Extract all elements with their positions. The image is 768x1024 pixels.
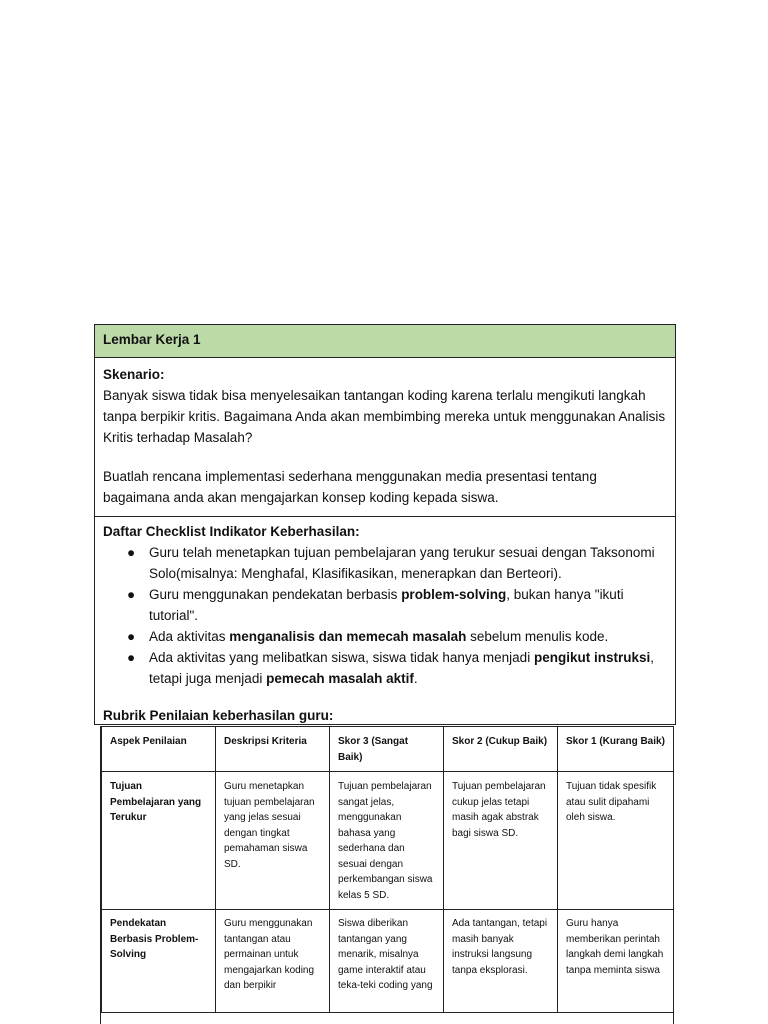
checklist-item-text: Ada aktivitas yang melibatkan siswa, siswa tidak hanya menjadi xyxy=(149,650,534,665)
scenario-section xyxy=(95,358,675,517)
aspect-cell: Pendekatan Berbasis Problem-Solving xyxy=(102,910,216,1013)
score1-cell: Guru hanya memberikan perintah langkah demi langkah tanpa meminta siswa xyxy=(558,910,674,1013)
list-item xyxy=(103,542,667,584)
score2-cell: Tujuan pembelajaran cukup jelas tetapi masih agak abstrak bagi siswa SD. xyxy=(444,772,558,910)
worksheet-title: Lembar Kerja 1 xyxy=(95,325,675,358)
score1-cell: Tujuan tidak spesifik atau sulit dipahami oleh siswa. xyxy=(558,772,674,910)
list-item xyxy=(103,584,667,626)
column-header: Skor 3 (Sangat Baik) xyxy=(330,727,444,772)
aspect-cell: Tujuan Pembelajaran yang Terukur xyxy=(102,772,216,910)
score3-cell: Tujuan pembelajaran sangat jelas, menggunakan bahasa yang sederhana dan sesuai dengan perkembangan siswa kelas 5 SD. xyxy=(330,772,444,910)
rubric-table-container xyxy=(100,726,674,1024)
score3-cell: Siswa diberikan tantangan yang menarik, misalnya game interaktif atau teka-teki coding yang xyxy=(330,910,444,1013)
column-header: Aspek Penilaian xyxy=(102,727,216,772)
table-row xyxy=(102,772,674,910)
checklist-item-text: . xyxy=(413,671,418,686)
task-text: Buatlah rencana implementasi sederhana menggunakan media presentasi tentang bagaimana anda akan mengajarkan konsep koding kepada siswa. xyxy=(103,469,597,505)
score2-cell: Ada tantangan, tetapi masih banyak instruksi langsung tanpa eksplorasi. xyxy=(444,910,558,1013)
column-header: Skor 1 (Kurang Baik) xyxy=(558,727,674,772)
table-row xyxy=(102,910,674,1013)
checklist-item-text: sebelum menulis kode. xyxy=(466,629,609,644)
bullet-icon: ● xyxy=(127,545,136,560)
checklist-list xyxy=(103,542,667,689)
column-header: Skor 2 (Cukup Baik) xyxy=(444,727,558,772)
checklist-item-emphasis: menganalisis dan memecah masalah xyxy=(229,629,467,644)
checklist-section xyxy=(95,517,675,724)
checklist-item-emphasis: pemecah masalah aktif xyxy=(266,671,414,686)
bullet-icon: ● xyxy=(127,650,136,665)
checklist-item-text: Ada aktivitas xyxy=(149,629,230,644)
checklist-label: Daftar Checklist Indikator Keberhasilan: xyxy=(103,524,360,539)
scenario-label: Skenario: xyxy=(103,367,165,382)
checklist-item-text: Guru menggunakan pendekatan berbasis xyxy=(149,587,402,602)
list-item xyxy=(103,626,667,647)
list-item xyxy=(103,647,667,689)
checklist-item-text: , tetapi juga menjadi xyxy=(149,650,654,686)
checklist-item-text: , bukan hanya "ikuti tutorial". xyxy=(149,587,624,623)
checklist-item-emphasis: pengikut instruksi xyxy=(533,650,651,665)
description-cell: Guru menggunakan tantangan atau permainan untuk mengajarkan koding dan berpikir xyxy=(216,910,330,1013)
description-cell: Guru menetapkan tujuan pembelajaran yang jelas sesuai dengan tingkat pemahaman siswa SD. xyxy=(216,772,330,910)
rubric-table xyxy=(101,726,674,1013)
scenario-text: Banyak siswa tidak bisa menyelesaikan tantangan koding karena terlalu mengikuti langkah tanpa berpikir kritis. Bagaimana Anda akan membimbing mereka untuk menggunakan Analisis Kritis terhadap Masalah? xyxy=(103,388,666,445)
bullet-icon: ● xyxy=(127,629,136,644)
rubric-label: Rubrik Penilaian keberhasilan guru: xyxy=(103,708,334,723)
table-header-row xyxy=(102,727,674,772)
bullet-icon: ● xyxy=(127,587,136,602)
worksheet xyxy=(94,324,676,725)
column-header: Deskripsi Kriteria xyxy=(216,727,330,772)
checklist-item-text: Guru telah menetapkan tujuan pembelajaran yang terukur sesuai dengan Taksonomi Solo(misalnya: Menghafal, Klasifikasikan, menerapkan dan Berteori). xyxy=(149,545,655,581)
checklist-item-emphasis: problem-solving xyxy=(401,587,507,602)
